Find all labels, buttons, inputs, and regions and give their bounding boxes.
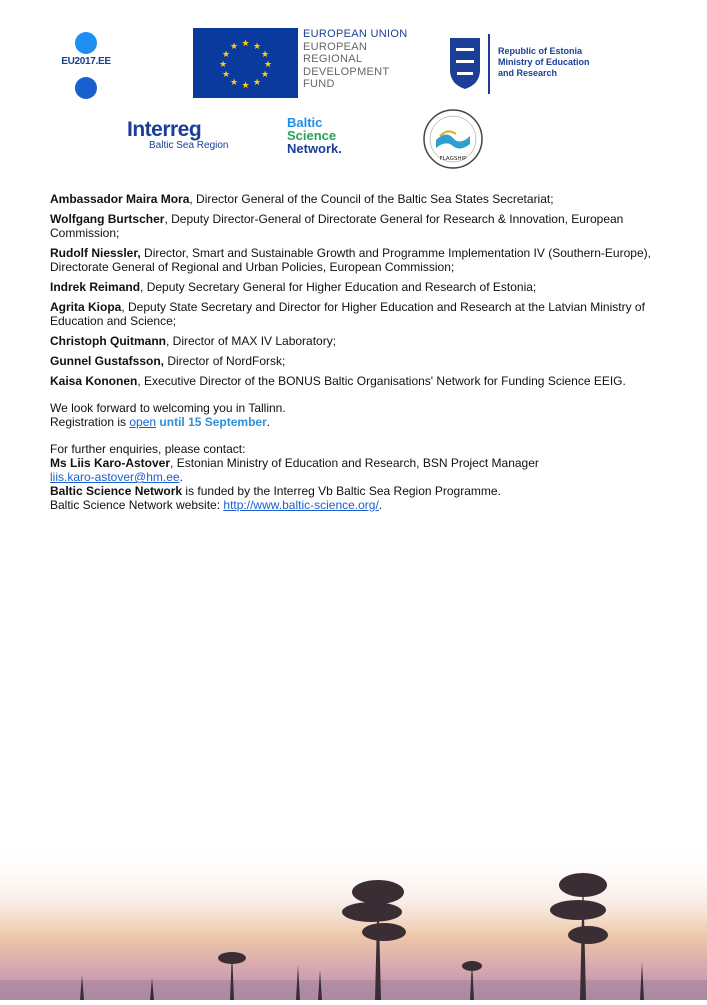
registration-line: Registration is open until 15 September.	[50, 415, 271, 429]
eu-fund-text: EUROPEAN UNION EUROPEAN REGIONAL DEVELOPMENT FUND	[303, 28, 408, 90]
speaker-item: Agrita Kiopa, Deputy State Secretary and Director for Higher Education and Research at the Latvian Ministry of Education and Science;	[50, 300, 645, 328]
speaker-item: Kaisa Kononen, Executive Director of the BONUS Baltic Organisations' Network for Funding Science EEIG.	[50, 374, 626, 388]
contact-email-link[interactable]: liis.karo-astover@hm.ee	[50, 470, 180, 484]
svg-text:★: ★	[221, 50, 231, 60]
interreg-logo: Interreg Baltic Sea Region	[127, 118, 229, 151]
svg-text:★: ★	[252, 42, 262, 52]
svg-text:★: ★	[229, 42, 239, 52]
svg-text:★: ★	[221, 70, 231, 80]
coat-of-arms-icon	[448, 36, 482, 90]
speaker-item: Wolfgang Burtscher, Deputy Director-General of Directorate General for Research & Innovation, European Commission;	[50, 212, 624, 240]
welcome-block	[50, 401, 662, 429]
speaker-list	[50, 192, 662, 388]
eu2017-logo: EU2017.EE	[60, 32, 112, 98]
svg-text:★: ★	[260, 70, 270, 80]
logo-row-top	[0, 26, 707, 98]
flagship-badge-logo	[422, 108, 484, 170]
svg-text:★: ★	[229, 78, 239, 88]
contact-person: Ms Liis Karo-Astover, Estonian Ministry of Education and Research, BSN Project Manager	[50, 456, 539, 470]
svg-text:★: ★	[263, 60, 273, 70]
contact-block	[50, 442, 662, 512]
baltic-science-network-logo: Baltic Science Network.	[287, 115, 342, 156]
logo-row-bottom	[0, 108, 707, 170]
svg-text:★: ★	[241, 81, 250, 91]
svg-text:★: ★	[241, 39, 250, 49]
main-content	[50, 192, 662, 512]
svg-text:★: ★	[252, 78, 262, 88]
estonia-ministry-logo: Republic of Estonia Ministry of Education and Research	[448, 34, 618, 94]
contact-intro: For further enquiries, please contact:	[50, 442, 246, 456]
registration-deadline: until 15 September	[156, 415, 267, 429]
contact-email-line: liis.karo-astover@hm.ee.	[50, 470, 183, 484]
welcome-text: We look forward to welcoming you in Tallinn.	[50, 401, 286, 415]
speaker-item: Rudolf Niessler, Director, Smart and Sustainable Growth and Programme Implementation IV (Southern-Europe), Directorate General of Regional and Urban Policies, European Commission;	[50, 246, 651, 274]
flagship-label: FLAGSHIP	[439, 156, 467, 162]
svg-text:★: ★	[260, 50, 270, 60]
speaker-item: Ambassador Maira Mora, Director General of the Council of the Baltic Sea States Secretariat;	[50, 192, 554, 206]
footer-landscape-image	[0, 840, 707, 1000]
svg-text:★: ★	[218, 60, 228, 70]
website-link[interactable]: http://www.baltic-science.org/	[223, 498, 379, 512]
eu-flag-logo	[193, 28, 298, 98]
registration-link[interactable]: open	[129, 415, 157, 429]
speaker-item: Gunnel Gustafsson, Director of NordForsk;	[50, 354, 286, 368]
funding-note: Baltic Science Network is funded by the Interreg Vb Baltic Sea Region Programme.	[50, 484, 501, 498]
website-line: Baltic Science Network website: http://www.baltic-science.org/.	[50, 498, 383, 512]
speaker-item: Indrek Reimand, Deputy Secretary General for Higher Education and Research of Estonia;	[50, 280, 537, 294]
speaker-item: Christoph Quitmann, Director of MAX IV Laboratory;	[50, 334, 337, 348]
